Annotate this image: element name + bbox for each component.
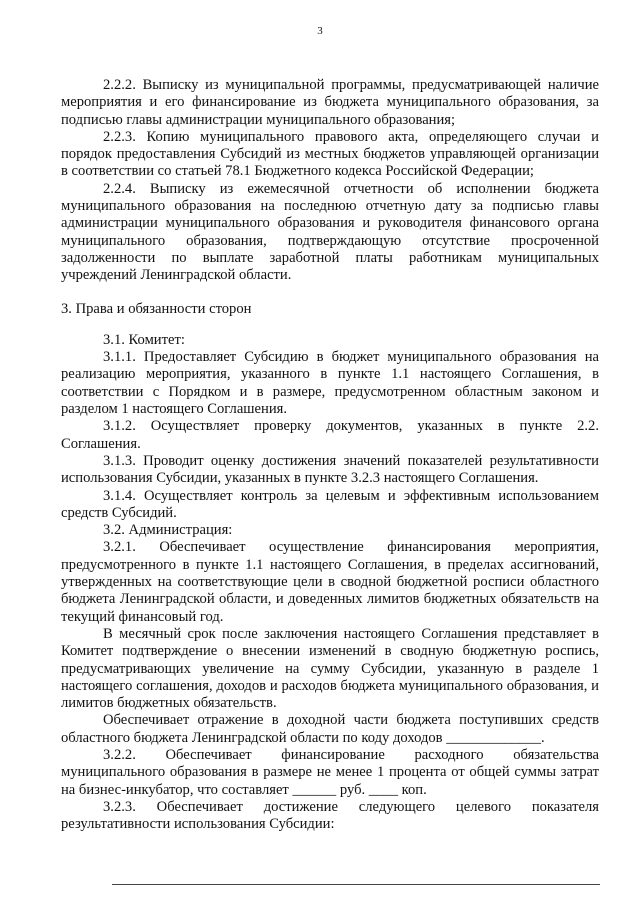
section-heading: 3. Права и обязанности сторон [61,300,252,317]
paragraph-3-1-4: 3.1.4. Осуществляет контроль за целевым и эффективным использованием средств Субсидий. [61,487,599,521]
document-body [61,77,599,833]
paragraph-2-2-2: 2.2.2. Выписку из муниципальной программы, предусматривающей наличие мероприятия и его финансирование из бюджета муниципального образования, за подписью главы администрации муниципального образования; [61,77,599,128]
page-number: 3 [317,25,323,37]
paragraph-2-2-3: 2.2.3. Копию муниципального правового акта, определяющего случаи и порядок предоставления Субсидий из местных бюджетов управляющей организации в соответствии со статьей 78.1 Бюджетного кодекса Российской Федерации; [61,128,599,180]
paragraph-3-2-3: 3.2.3. Обеспечивает достижение следующего целевого показателя результативности использования Субсидии: [61,798,599,833]
paragraph-monthly-term: В месячный срок после заключения настоящего Соглашения представляет в Комитет подтверждение о внесении изменений в сводную бюджетную роспись, предусматривающих увеличение на сумму Субсидии, указанную в разделе 1 настоящего соглашения, доходов и расходов бюджета муниципального образования, и лимитов бюджетных обязательств. [61,625,599,712]
paragraph-3-1-3: 3.1.3. Проводит оценку достижения значений показателей результативности использования Субсидии, указанных в пункте 3.2.3 настоящего Соглашения. [61,452,599,487]
paragraph-income-code: Обеспечивает отражение в доходной части бюджета поступивших средств областного бюджета Ленинградской области по коду доходов _____________. [61,712,599,746]
paragraph-3-2-1: 3.2.1. Обеспечивает осуществление финансирования мероприятия, предусмотренного в пункте 1.1 настоящего Соглашения, в пределах ассигнований, утвержденных на соответствующие цели в сводной бюджетной росписи областного бюджета Ленинградской области, и доведенных лимитов бюджетных обязательств на текущий финансовый год. [61,539,599,625]
paragraph-3-1: 3.1. Комитет: [103,331,185,348]
footer-divider [112,884,600,885]
paragraph-3-2: 3.2. Администрация: [103,522,233,539]
paragraph-3-1-1: 3.1.1. Предоставляет Субсидию в бюджет муниципального образования на реализацию мероприятия, указанного в пункте 1.1 настоящего Соглашения, в соответствии с Порядком и в размере, предусмотренном областным законом и разделом 1 настоящего Соглашения. [61,349,599,418]
paragraph-2-2-4: 2.2.4. Выписку из ежемесячной отчетности об исполнении бюджета муниципального образования на последнюю отчетную дату за подписью главы администрации муниципального образования и руководителя финансового органа муниципального образования, подтверждающую отсутствие просроченной задолженности по выплате заработной платы работникам муниципальных учреждений Ленинградской области. [61,180,599,284]
paragraph-3-1-2: 3.1.2. Осуществляет проверку документов, указанных в пункте 2.2. Соглашения. [61,418,599,452]
paragraph-3-2-2: 3.2.2. Обеспечивает финансирование расходного обязательства муниципального образования в размере не менее 1 процента от общей суммы затрат на бизнес-инкубатор, что составляет ______ руб. ____ коп. [61,746,599,798]
